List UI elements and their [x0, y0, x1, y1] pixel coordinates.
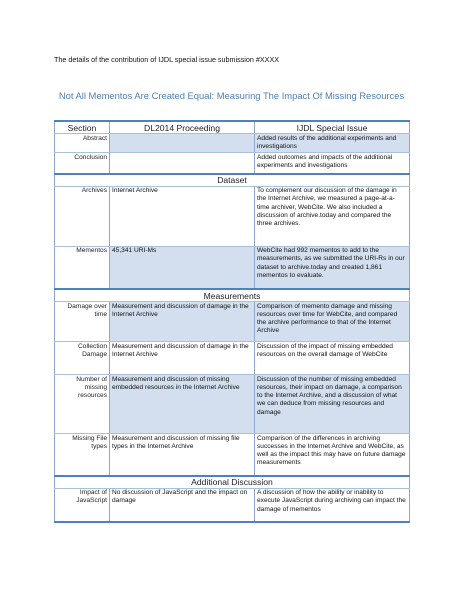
row-collection-damage [55, 342, 410, 375]
row-label: Impact of JavaScript [55, 488, 110, 522]
section-title: Additional Discussion [55, 476, 410, 489]
document-title: Not All Mementos Are Created Equal: Measuring The Impact Of Missing Resources [58, 90, 405, 101]
ijdl-cell: Comparison of the differences in archiving successes in the Internet Archive and WebCite, as well as the impact this may have on future damage measurements [255, 434, 410, 476]
row-label: Abstract [55, 134, 110, 153]
header-ijdl: IJDL Special Issue [255, 121, 410, 134]
contribution-table [54, 120, 410, 523]
ijdl-cell: Added outcomes and impacts of the additional experiments and investigations [255, 153, 410, 174]
section-title: Dataset [55, 174, 410, 187]
table-header-row [55, 121, 410, 134]
row-abstract [55, 134, 410, 153]
dl-cell [110, 153, 255, 174]
row-label: Conclusion [55, 153, 110, 174]
row-label: Number of missing resources [55, 375, 110, 434]
ijdl-cell: Discussion of the number of missing embedded resources, their impact on damage, a comparison to the Internet Archive, and a discussion of what we can deduce from missing resources and damage [255, 375, 410, 434]
dl-cell: Measurement and discussion of damage in the Internet Archive [110, 342, 255, 375]
page-heading: The details of the contribution of IJDL special issue submission #XXXX [54, 55, 280, 64]
row-archives [55, 186, 410, 246]
row-label: Mementos [55, 246, 110, 289]
row-mementos [55, 246, 410, 289]
section-dataset [55, 174, 410, 187]
row-conclusion [55, 153, 410, 174]
dl-cell: 45,341 URI-Ms [110, 246, 255, 289]
row-missing-resources [55, 375, 410, 434]
row-impact-javascript [55, 488, 410, 522]
ijdl-cell: A discussion of how the ability or inability to execute JavaScript during archiving can impact the damage of mementos [255, 488, 410, 522]
row-label: Damage over time [55, 302, 110, 342]
dl-cell: No discussion of JavaScript and the impact on damage [110, 488, 255, 522]
row-label: Collection Damage [55, 342, 110, 375]
section-measurements [55, 289, 410, 302]
header-dl2014: DL2014 Proceeding [110, 121, 255, 134]
row-missing-file-types [55, 434, 410, 476]
ijdl-cell: WebCite had 992 mementos to add to the measurements, as we submitted the URI-Rs in our dataset to archive.today and created 1,861 mementos to evaluate. [255, 246, 410, 289]
ijdl-cell: Discussion of the impact of missing embedded resources on the overall damage of WebCite [255, 342, 410, 375]
row-label: Missing File types [55, 434, 110, 476]
row-label: Archives [55, 186, 110, 246]
dl-cell: Internet Archive [110, 186, 255, 246]
section-additional-discussion [55, 476, 410, 489]
header-section: Section [55, 121, 110, 134]
dl-cell: Measurement and discussion of damage in the Internet Archive [110, 302, 255, 342]
dl-cell: Measurement and discussion of missing embedded resources in the Internet Archive [110, 375, 255, 434]
dl-cell: Measurement and discussion of missing file types in the Internet Archive [110, 434, 255, 476]
ijdl-cell: Added results of the additional experiments and investigations [255, 134, 410, 153]
ijdl-cell: Comparison of memento damage and missing resources over time for WebCite, and compared the archive performance to that of the Internet Archive [255, 302, 410, 342]
ijdl-cell: To complement our discussion of the damage in the Internet Archive, we measured a page-at-a-time archiver, WebCite. We also included a discussion of archive.today and compared the three archives. [255, 186, 410, 246]
section-title: Measurements [55, 289, 410, 302]
dl-cell [110, 134, 255, 153]
row-damage-over-time [55, 302, 410, 342]
